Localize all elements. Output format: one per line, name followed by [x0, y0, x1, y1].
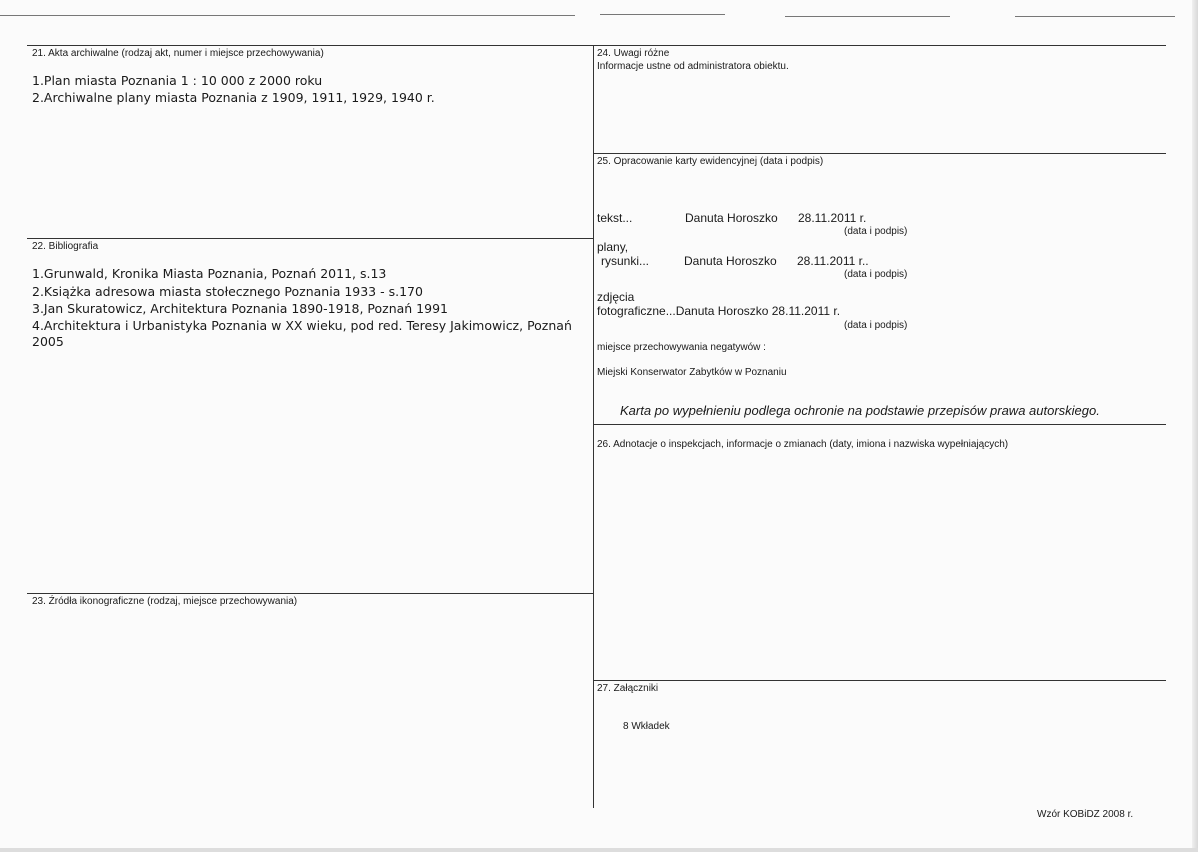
top-rule [600, 14, 725, 15]
plany-label: plany, [597, 240, 629, 254]
rysunki-data-podpis: (data i podpis) [844, 269, 908, 280]
negatywy-value: Miejski Konserwator Zabytków w Poznaniu [597, 367, 787, 378]
tekst-data-podpis: (data i podpis) [844, 226, 908, 237]
tekst-name: Danuta Horoszko [685, 211, 778, 225]
section-27-value: 8 Wkładek [623, 721, 670, 732]
foto-line: fotograficzne...Danuta Horoszko 28.11.2011 r. [597, 304, 841, 318]
copyright-notice: Karta po wypełnieniu podlega ochronie na podstawie przepisów prawa autorskiego. [620, 403, 1100, 418]
zdjecia-label: zdjęcia [597, 290, 635, 304]
section-21-line-1: 1.Plan miasta Poznania 1 : 10 000 z 2000 roku [32, 73, 323, 88]
section-24-top-border [593, 45, 1166, 46]
section-22-label: 22. Bibliografia [32, 241, 99, 252]
negatywy-label: miejsce przechowywania negatywów : [597, 342, 766, 353]
section-24-text: Informacje ustne od administratora obiektu. [597, 61, 789, 72]
section-26-label: 26. Adnotacje o inspekcjach, informacje o zmianach (daty, imiona i nazwiska wypełniających) [597, 439, 1009, 450]
top-rule [0, 15, 575, 16]
scan-edge-shadow [1192, 0, 1198, 852]
section-22-line-2: 2.Książka adresowa miasta stołecznego Poznania 1933 - s.170 [32, 284, 423, 299]
tekst-label: tekst... [597, 211, 633, 225]
top-rule [785, 16, 950, 17]
section-25-label: 25. Opracowanie karty ewidencyjnej (data i podpis) [597, 156, 824, 167]
section-21-top-border [27, 45, 593, 46]
center-divider [593, 45, 594, 808]
section-22-top-border [27, 238, 593, 239]
rysunki-name: Danuta Horoszko [684, 254, 777, 268]
section-25-top-border [593, 153, 1166, 154]
form-version-footer: Wzór KOBiDZ 2008 r. [1037, 809, 1134, 820]
section-21-line-2: 2.Archiwalne plany miasta Poznania z 1909, 1911, 1929, 1940 r. [32, 90, 435, 105]
section-22-line-3: 3.Jan Skuratowicz, Architektura Poznania 1890-1918, Poznań 1991 [32, 301, 448, 316]
section-26-top-border [593, 424, 1166, 425]
section-27-label: 27. Załączniki [597, 683, 659, 694]
scan-bottom-shadow [0, 848, 1198, 852]
top-rule [1015, 16, 1175, 17]
section-24-label: 24. Uwagi różne [597, 48, 670, 59]
section-27-top-border [593, 680, 1166, 681]
section-22-line-5: 2005 [32, 334, 64, 349]
section-23-label: 23. Źródła ikonograficzne (rodzaj, miejsce przechowywania) [32, 596, 298, 607]
section-22-line-4: 4.Architektura i Urbanistyka Poznania w XX wieku, pod red. Teresy Jakimowicz, Poznań [32, 318, 572, 333]
rysunki-date: 28.11.2011 r.. [797, 254, 869, 268]
rysunki-label: rysunki... [601, 254, 650, 268]
section-21-label: 21. Akta archiwalne (rodzaj akt, numer i miejsce przechowywania) [32, 48, 324, 59]
section-23-top-border [27, 593, 593, 594]
foto-data-podpis: (data i podpis) [844, 320, 908, 331]
section-22-line-1: 1.Grunwald, Kronika Miasta Poznania, Poznań 2011, s.13 [32, 266, 387, 281]
tekst-date: 28.11.2011 r. [798, 211, 867, 225]
